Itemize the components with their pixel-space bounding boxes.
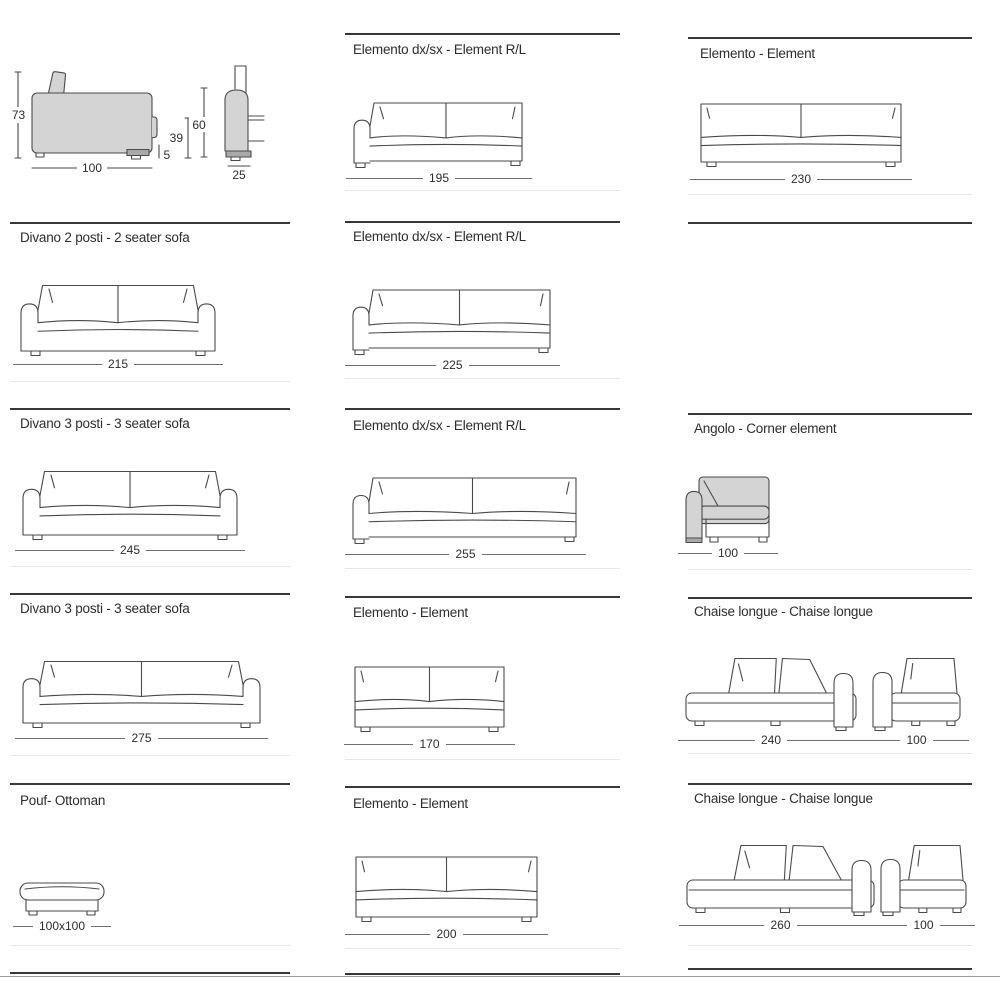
section-divider — [688, 783, 972, 785]
section-separator — [688, 753, 972, 754]
chaise-element-drawing — [877, 838, 970, 916]
section-separator — [345, 948, 620, 949]
dimension — [678, 733, 864, 747]
dimension-value: 100x100 — [38, 919, 86, 933]
dimension-value: 275 — [131, 731, 152, 745]
element-armless-drawing — [350, 849, 543, 925]
section-title-3-seater-sofa: Divano 3 posti - 3 seater sofa — [20, 416, 190, 431]
section-divider — [345, 33, 620, 35]
element-one-arm-drawing — [350, 470, 581, 545]
dimension — [15, 731, 268, 745]
sofa-3-seater-drawing — [20, 655, 263, 729]
element-armless-drawing — [695, 96, 907, 170]
dimension — [15, 543, 245, 557]
dimension-value: 200 — [436, 927, 457, 941]
section-title-chaise-longue: Chaise longue - Chaise longue — [694, 791, 873, 806]
sofa-side-view-diagram — [10, 55, 290, 190]
section-separator — [345, 759, 620, 760]
dimension-value: 225 — [442, 358, 463, 372]
dimension — [346, 171, 532, 185]
dimension — [345, 547, 586, 561]
chaise-longue-drawing — [683, 651, 859, 731]
section-title-element-rl: Elemento dx/sx - Element R/L — [353, 418, 526, 433]
dim-depth: 100 — [81, 161, 103, 175]
section-title-2-seater-sofa: Divano 2 posti - 2 seater sofa — [20, 230, 190, 245]
section-title-chaise-longue: Chaise longue - Chaise longue — [694, 604, 873, 619]
section-title-element: Elemento - Element — [700, 46, 815, 61]
dimension-value: 100 — [913, 918, 934, 932]
dimension-value: 240 — [760, 733, 782, 747]
corner-element-drawing — [683, 471, 773, 544]
section-title-3-seater-sofa: Divano 3 posti - 3 seater sofa — [20, 601, 190, 616]
dim-arm-width: 25 — [232, 168, 246, 182]
element-one-arm-drawing — [351, 95, 527, 169]
dimension — [679, 918, 882, 932]
dimension-value: 170 — [419, 737, 440, 751]
section-separator — [688, 569, 972, 570]
pouf-drawing — [18, 880, 106, 918]
dimension — [13, 357, 223, 371]
dimension-value: 100 — [717, 546, 739, 560]
element-armless-drawing — [349, 659, 510, 735]
section-divider — [688, 222, 972, 224]
dimension-value: 245 — [119, 543, 141, 557]
section-title-element: Elemento - Element — [353, 796, 468, 811]
chaise-longue-drawing — [684, 838, 877, 916]
dimension-value: 100 — [906, 733, 927, 747]
section-separator — [10, 755, 290, 756]
section-separator — [345, 378, 620, 379]
dimension-value: 260 — [770, 918, 791, 932]
dimension — [345, 358, 560, 372]
dimension-value: 215 — [107, 357, 129, 371]
dimension — [872, 918, 975, 932]
section-divider — [345, 408, 620, 410]
dimension-value: 255 — [455, 547, 476, 561]
section-title-element: Elemento - Element — [353, 605, 468, 620]
section-separator — [688, 945, 972, 946]
section-divider — [345, 786, 620, 788]
section-separator — [345, 568, 620, 569]
section-divider — [10, 408, 290, 410]
section-divider — [688, 37, 972, 39]
section-separator — [10, 381, 290, 382]
section-separator — [10, 945, 290, 946]
section-title-element-rl: Elemento dx/sx - Element R/L — [353, 229, 526, 244]
dimension — [13, 919, 111, 933]
dim-foot-height: 5 — [163, 148, 171, 162]
dim-height: 73 — [11, 108, 26, 122]
section-title-corner-element: Angolo - Corner element — [694, 421, 837, 436]
section-divider — [345, 596, 620, 598]
section-title-element-rl: Elemento dx/sx - Element R/L — [353, 42, 526, 57]
dimension — [344, 737, 515, 751]
section-divider — [10, 972, 290, 974]
page-border-line — [0, 976, 1000, 977]
section-divider — [345, 221, 620, 223]
section-divider — [688, 413, 972, 415]
dimension-value: 195 — [428, 171, 450, 185]
sofa-3-seater-drawing — [20, 465, 240, 541]
dimension-value: 230 — [790, 172, 812, 186]
section-divider — [688, 968, 972, 970]
section-title-pouf-ottoman: Pouf- Ottoman — [20, 793, 106, 808]
dimension — [690, 172, 912, 186]
section-divider — [345, 973, 620, 975]
section-divider — [10, 783, 290, 785]
dimension — [864, 733, 969, 747]
sofa-2-seater-drawing — [18, 279, 218, 357]
section-separator — [345, 190, 620, 191]
dim-seat-height: 39 — [169, 131, 183, 145]
dimension — [345, 927, 548, 941]
section-divider — [688, 597, 972, 599]
section-separator — [10, 566, 290, 567]
element-one-arm-drawing — [350, 282, 555, 356]
dimension — [678, 546, 778, 560]
section-separator — [688, 194, 972, 195]
dim-total-height: 60 — [192, 118, 206, 132]
chaise-element-drawing — [869, 651, 964, 731]
section-divider — [10, 222, 290, 224]
section-divider — [10, 593, 290, 595]
